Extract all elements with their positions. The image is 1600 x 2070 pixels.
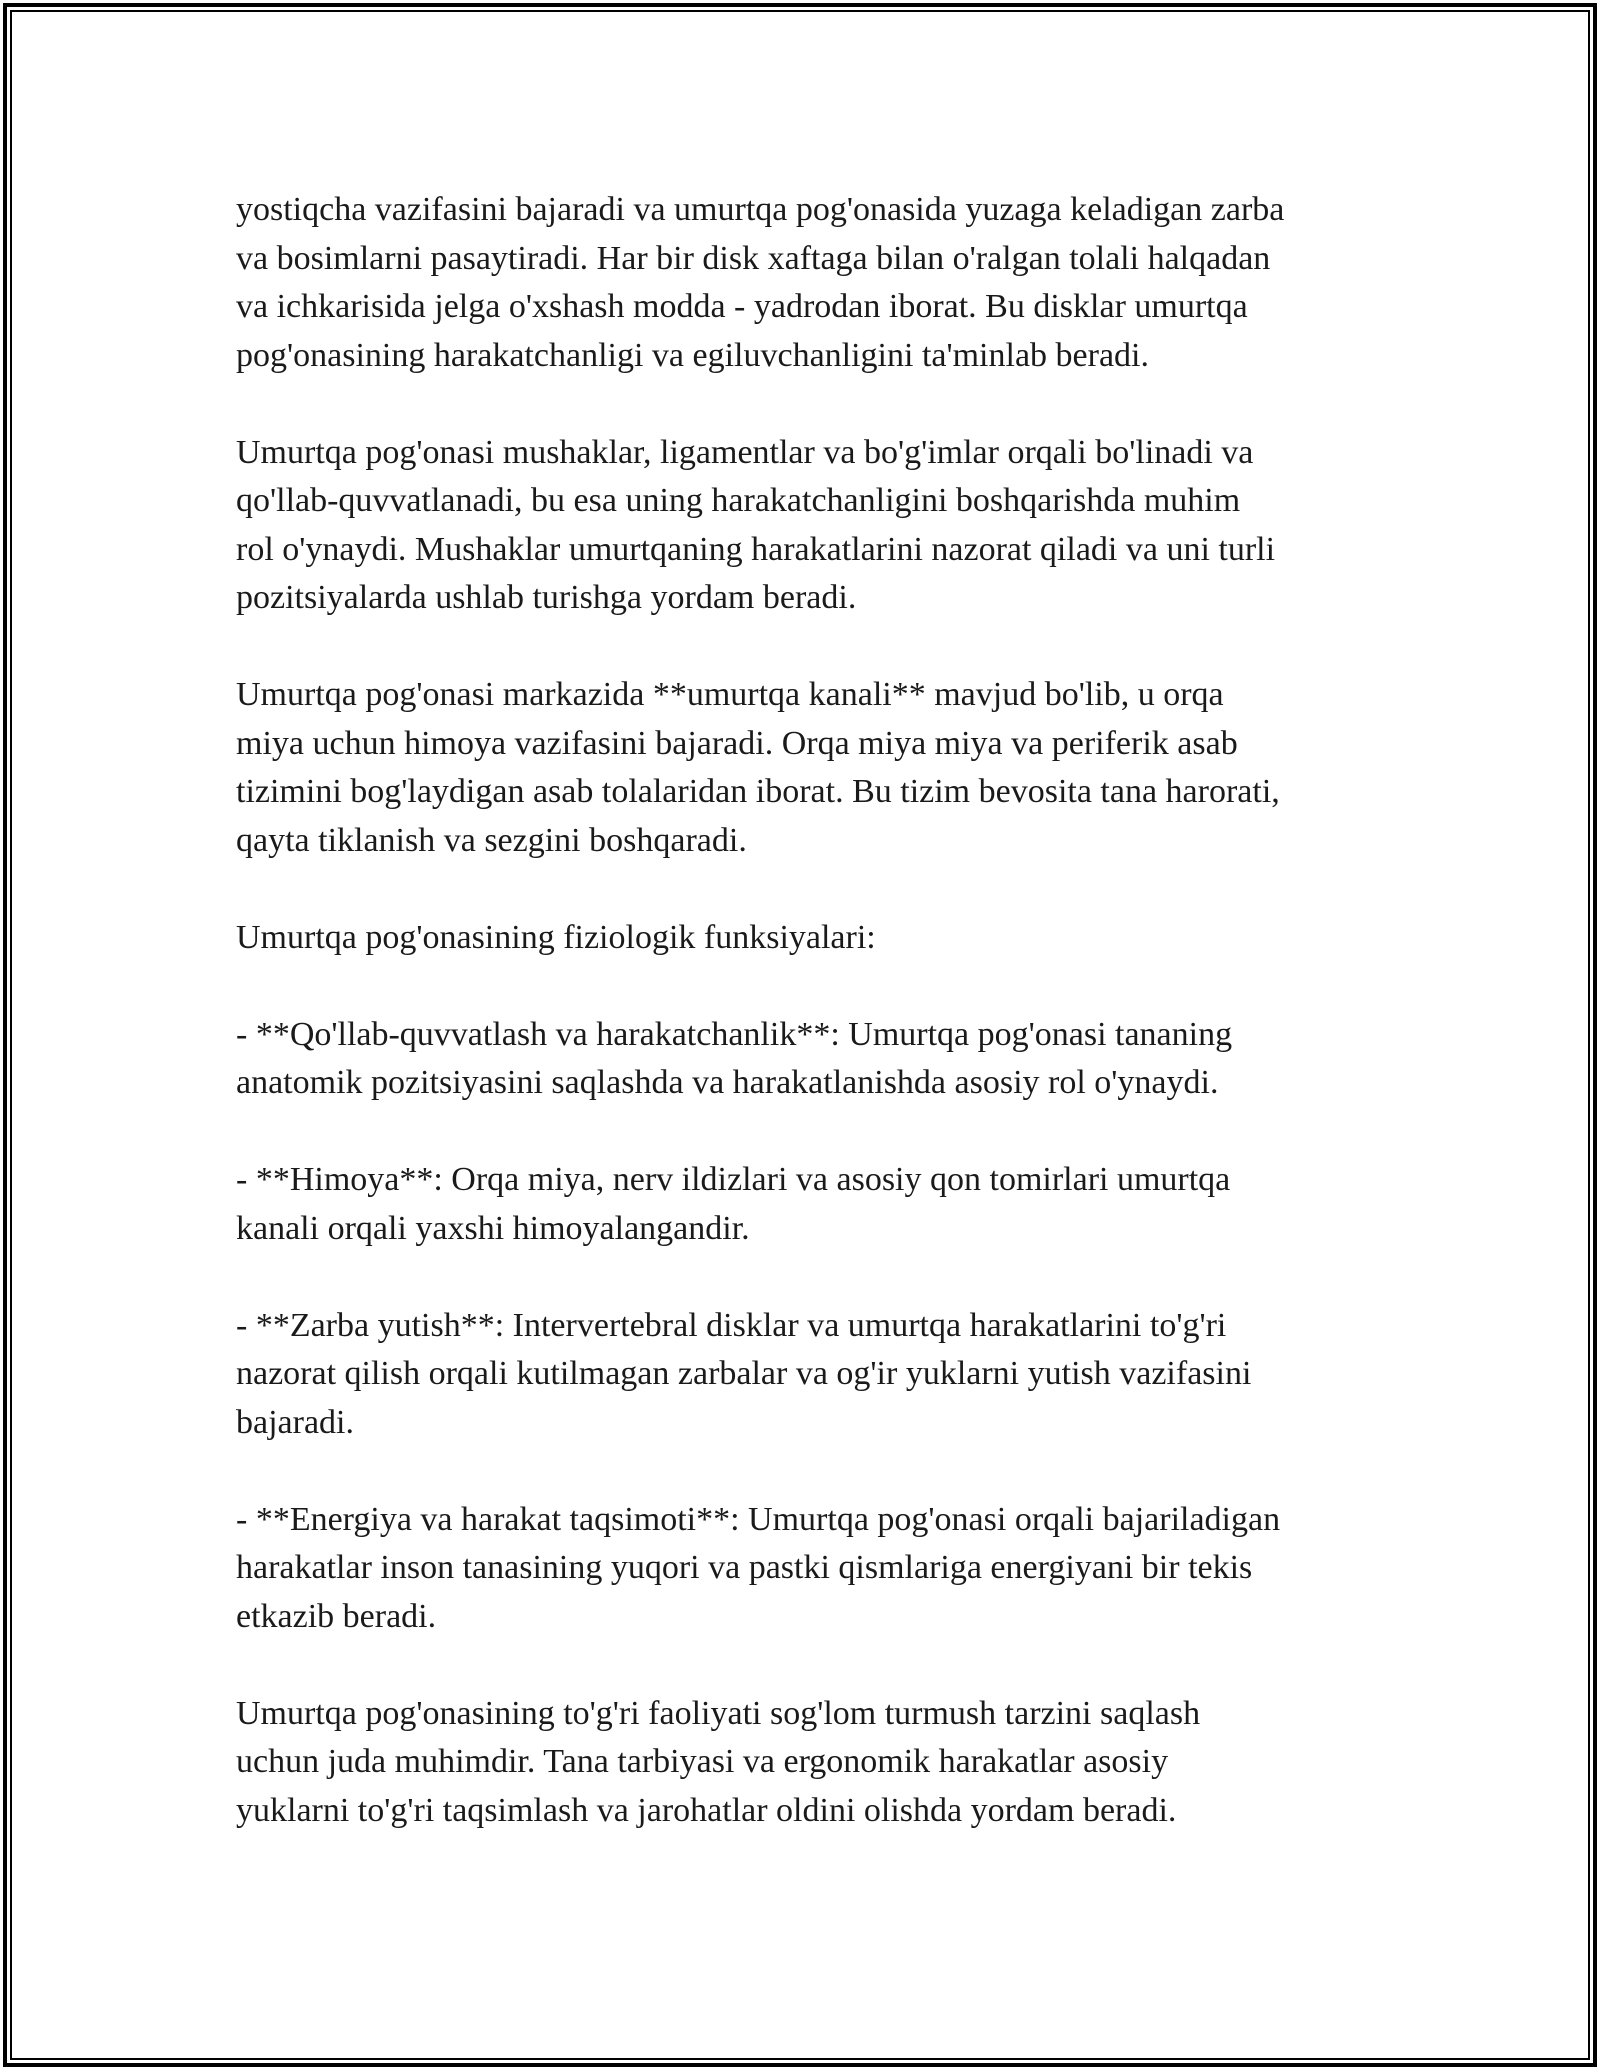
paragraph-spinal-canal: Umurtqa pog'onasi markazida **umurtqa kanali** mavjud bo'lib, u orqa miya uchun himoya vazifasini bajaradi. Orqa miya miya va periferik asab tizimini bog'laydigan asab tolalaridan iborat. Bu tizim bevosita tana harorati, qayta tiklanish va sezgini boshqaradi. [236, 676, 1280, 859]
paragraph-intervertebral-discs: yostiqcha vazifasini bajaradi va umurtqa pog'onasida yuzaga keladigan zarba va bosimlarni pasaytiradi. Har bir disk xaftaga bilan o'ralgan tolali halqadan va ichkarisida jelga o'xshash modda - yadrodan iborat. Bu disklar umurtqa pog'onasining harakatchanligi va egiluvchanligini ta'minlab beradi. [236, 191, 1285, 374]
list-item-energy-distribution: - **Energiya va harakat taqsimoti**: Umurtqa pog'onasi orqali bajariladigan harakatlar inson tanasining yuqori va pastki qismlariga energiyani bir tekis etkazib beradi. [236, 1500, 1281, 1635]
document-body [236, 186, 1376, 1835]
paragraph-muscles-ligaments: Umurtqa pog'onasi mushaklar, ligamentlar va bo'g'imlar orqali bo'linadi va qo'llab-quvvatlanadi, bu esa uning harakatchanligini boshqarishda muhim rol o'ynaydi. Mushaklar umurtqaning harakatlarini nazorat qiladi va uni turli pozitsiyalarda ushlab turishga yordam beradi. [236, 433, 1276, 616]
list-item-shock-absorption: - **Zarba yutish**: Intervertebral disklar va umurtqa harakatlarini to'g'ri nazorat qilish orqali kutilmagan zarbalar va og'ir yuklarni yutish vazifasini bajaradi. [236, 1306, 1252, 1441]
list-item-support-mobility: - **Qo'llab-quvvatlash va harakatchanlik**: Umurtqa pog'onasi tananing anatomik pozitsiyasini saqlashda va harakatlanishda asosiy rol o'ynaydi. [236, 1015, 1233, 1101]
paragraph-functions-heading: Umurtqa pog'onasining fiziologik funksiyalari: [236, 918, 876, 956]
list-item-protection: - **Himoya**: Orqa miya, nerv ildizlari va asosiy qon tomirlari umurtqa kanali orqali yaxshi himoyalangandir. [236, 1161, 1231, 1247]
paragraph-conclusion: Umurtqa pog'onasining to'g'ri faoliyati sog'lom turmush tarzini saqlash uchun juda muhimdir. Tana tarbiyasi va ergonomik harakatlar asosiy yuklarni to'g'ri taqsimlash va jarohatlar oldini olishda yordam beradi. [236, 1694, 1201, 1829]
